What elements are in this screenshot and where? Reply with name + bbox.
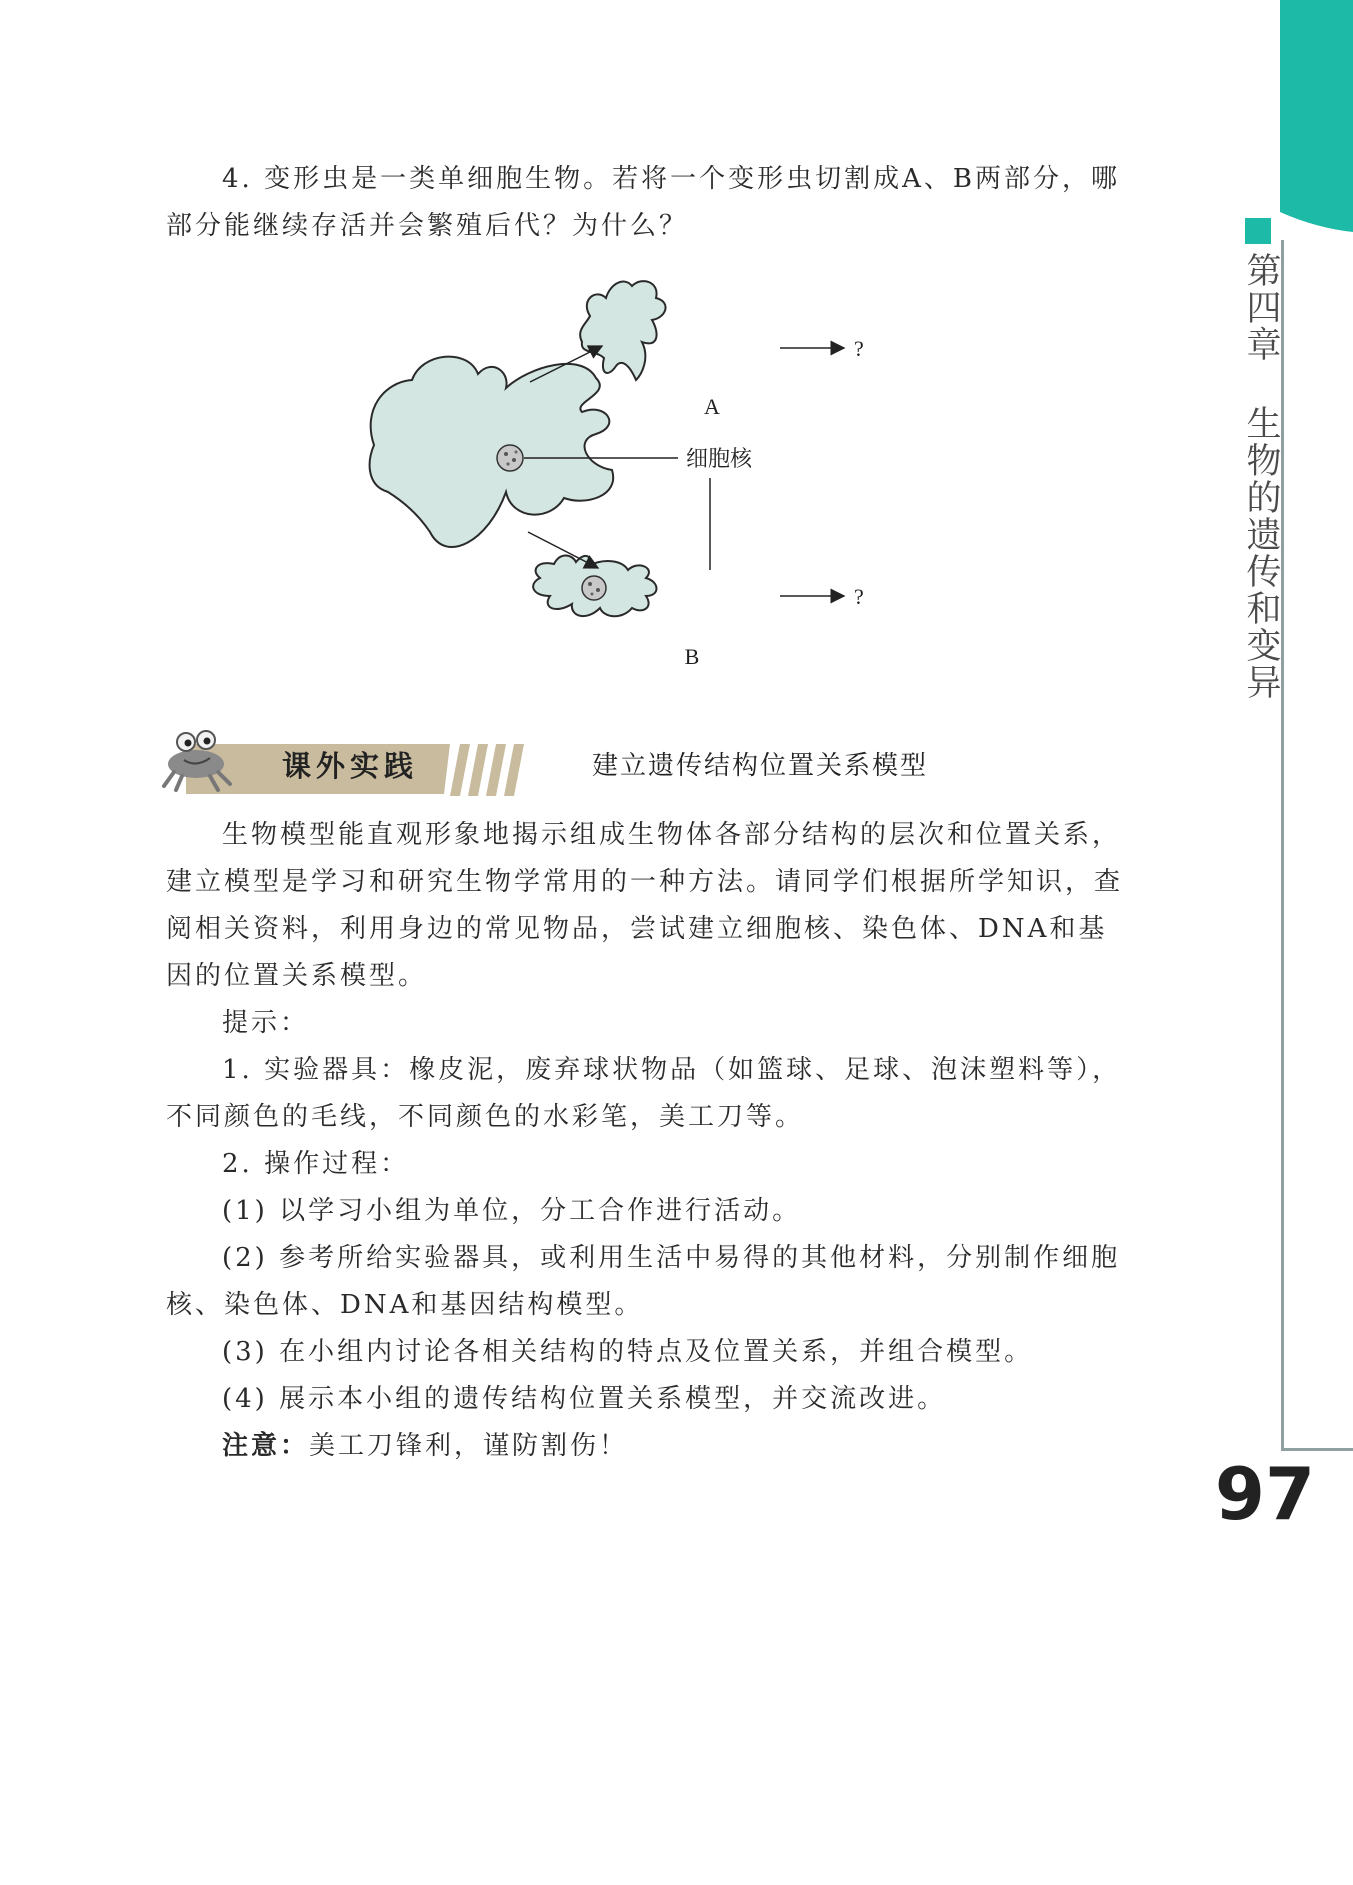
caution-line (166, 1423, 1124, 1470)
question-4-line-2: 部分能继续存活并会繁殖后代？为什么？ (166, 211, 689, 241)
step-2: (2) 参考所给实验器具，或利用生活中易得的其他材料，分别制作细胞核、染色体、DNA和基因结构模型。 (166, 1243, 1121, 1320)
amoeba-piece-a (580, 281, 665, 380)
activity-title: 建立遗传结构位置关系模型 (592, 751, 929, 781)
step-3: (3) 在小组内讨论各相关结构的特点及位置关系，并组合模型。 (222, 1337, 1034, 1367)
caution-text: 美工刀锋利，谨防割伤！ (309, 1431, 629, 1461)
step-1: (1) 以学习小组为单位，分工合作进行活动。 (222, 1196, 802, 1226)
question-4-line-1: 4. 变形虫是一类单细胞生物。若将一个变形虫切割成A、B两部分，哪 (222, 164, 1120, 194)
activity-label: 课外实践 (282, 749, 419, 783)
chapter-tab-corner (1280, 0, 1353, 240)
intro-paragraph: 生物模型能直观形象地揭示组成生物体各部分结构的层次和位置关系，建立模型是学习和研究生物学常用的一种方法。请同学们根据所学知识，查阅相关资料，利用身边的常见物品，尝试建立细胞核、染色体、DNA和基因的位置关系模型。 (166, 820, 1124, 991)
label-b: B (684, 644, 700, 669)
step-4: (4) 展示本小组的遗传结构位置关系模型，并交流改进。 (222, 1384, 947, 1414)
activity-header (160, 720, 980, 800)
margin-rule-horizontal (1281, 1448, 1353, 1451)
label-nucleus: 细胞核 (686, 447, 753, 472)
label-a: A (704, 394, 720, 419)
caution-label: 注意： (222, 1431, 310, 1461)
chapter-label: 第四章 生物的遗传和变异 (1241, 252, 1281, 701)
frog-mascot-icon (160, 720, 240, 794)
nucleus-main (497, 445, 523, 471)
hint-label: 提示： (222, 1008, 310, 1038)
page-number: 97 (1214, 1452, 1316, 1536)
amoeba-main (370, 357, 614, 547)
question-mark-a: ? (854, 336, 864, 361)
item-2: 2. 操作过程： (222, 1149, 410, 1179)
item-1: 1. 实验器具：橡皮泥，废弃球状物品（如篮球、足球、泡沫塑料等），不同颜色的毛线，不同颜色的水彩笔，美工刀等。 (166, 1055, 1122, 1132)
amoeba-figure (360, 270, 900, 680)
nucleus-piece-b (582, 576, 606, 600)
chapter-marker-square (1245, 218, 1271, 244)
question-mark-b: ? (854, 584, 864, 609)
